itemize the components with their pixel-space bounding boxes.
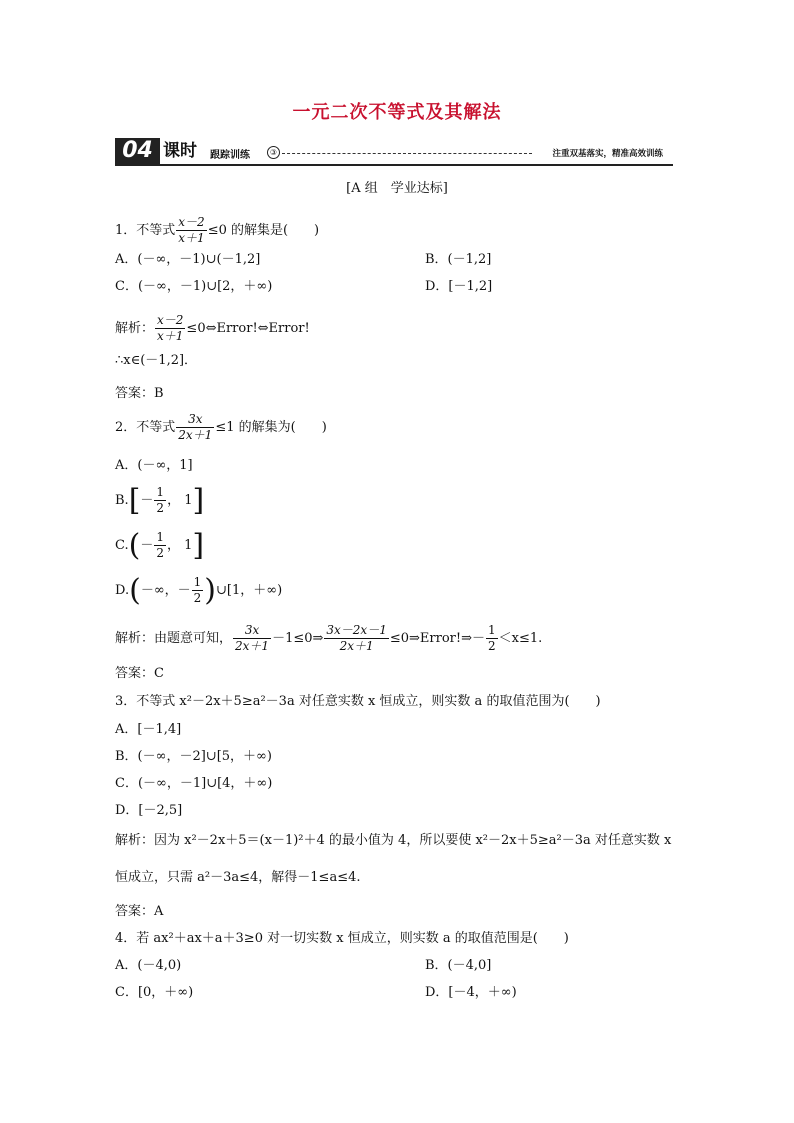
fraction: $\frac{3x}{2x+1}$ [178, 412, 213, 442]
q4-option-b: B．(－4,0] [425, 958, 492, 973]
q3-option-b: B．(－∞，－2]∪[5，＋∞) [115, 749, 272, 764]
q3-option-a: A．[－1,4] [115, 722, 182, 737]
q4-option-a: A．(－4,0) [115, 958, 182, 973]
q1-option-c: C．(－∞，－1)∪[2，＋∞) [115, 279, 273, 294]
lesson-label: 课时 [163, 141, 197, 161]
q2-stem: 2．不等式 $\frac{3x}{2x+1}$ ≤1 的解集为( ) [115, 412, 327, 442]
q1-answer: 答案：B [115, 386, 164, 401]
q1-option-b: B．(－1,2] [425, 252, 492, 267]
training-label: 跟踪训练 [210, 150, 250, 161]
fraction: $\frac{x-2}{x+1}$ [157, 313, 184, 343]
fraction: $\frac{x-2}{x+1}$ [178, 215, 205, 245]
q1-option-a: A．(－∞，－1)∪(－1,2] [115, 252, 261, 267]
group-heading: [A 组 学业达标] [346, 181, 448, 196]
banner-rule [115, 164, 673, 166]
page-title: 一元二次不等式及其解法 [292, 102, 502, 123]
q3-solution: 解析：因为 x²－2x＋5＝(x－1)²＋4 的最小值为 4，所以要使 x²－2x＋5≥a²－3a 对任意实数 x [115, 833, 672, 848]
banner-motto: 注重双基落实，精准高效训练 [552, 149, 663, 159]
q1-solution-line2: ∴x∈(－1,2]． [115, 353, 198, 368]
fraction: $\frac{1}{2}$ [487, 623, 496, 653]
q3-answer: 答案：A [115, 904, 164, 919]
q3-solution-line2: 恒成立，只需 a²－3a≤4，解得－1≤a≤4. [115, 870, 361, 885]
q2-option-c: C.(－ $\frac{1}{2}$ ， 1] [115, 527, 205, 563]
q3-stem: 3．不等式 x²－2x＋5≥a²－3a 对任意实数 x 恒成立，则实数 a 的取值范围为( ) [115, 694, 601, 709]
fraction: $\frac{3x}{2x+1}$ [235, 623, 270, 653]
q4-option-d: D．[－4，＋∞) [425, 985, 517, 1000]
lesson-banner [115, 138, 673, 166]
q2-option-a: A．(－∞，1] [115, 458, 193, 473]
circle-number-icon: ③ [267, 146, 280, 159]
q4-stem: 4．若 ax²＋ax＋a＋3≥0 对一切实数 x 恒成立，则实数 a 的取值范围是( ) [115, 931, 569, 946]
q1-option-d: D．[－1,2] [425, 279, 493, 294]
fraction: $\frac{3x-2x-1}{2x+1}$ [326, 623, 387, 653]
q3-option-c: C．(－∞，－1]∪[4，＋∞) [115, 776, 273, 791]
q2-option-b: B.[－ $\frac{1}{2}$ ， 1] [115, 482, 205, 518]
q2-option-d: D.(－∞，－ $\frac{1}{2}$ )∪[1，＋∞) [115, 572, 283, 608]
q4-option-c: C．[0，＋∞) [115, 985, 194, 1000]
q1-solution: 解析： $\frac{x-2}{x+1}$ ≤0⇔Error!⇔Error! [115, 313, 310, 343]
q2-solution: 解析：由题意可知， $\frac{3x}{2x+1}$ －1≤0⇒ $\frac{3x-2x-1}{2x+1}$ ≤0⇒Error!⇒－ $\frac{1}{2}$ ＜x≤1. [115, 623, 543, 653]
q1-stem: 1．不等式 $\frac{x-2}{x+1}$ ≤0 的解集是( ) [115, 215, 320, 245]
lesson-number: 04 [115, 138, 160, 164]
q3-option-d: D．[－2,5] [115, 803, 183, 818]
dashed-divider [282, 153, 532, 154]
q2-answer: 答案：C [115, 666, 164, 681]
